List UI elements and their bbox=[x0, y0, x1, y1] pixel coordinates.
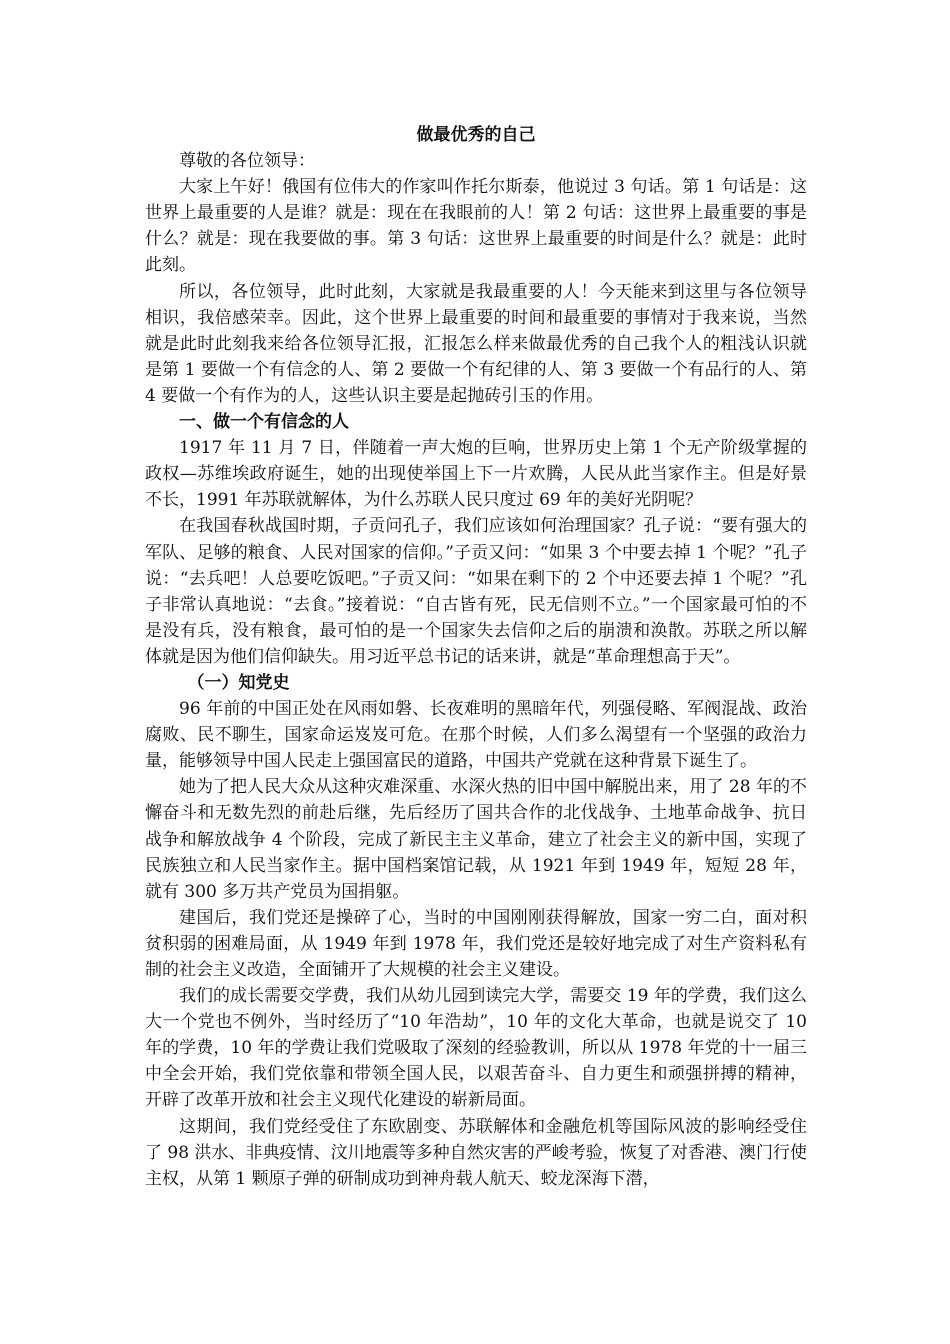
paragraph-party-founding: 96 年前的中国正处在风雨如磐、长夜难明的黑暗年代，列强侵略、军阀混战、政治腐败、民不聊生，国家命运岌岌可危。在那个时候，人们多么渴望有一个坚强的政治力量，能够领导中国人民走上强国富民的道路，中国共产党就在这种背景下诞生了。 bbox=[145, 699, 807, 772]
paragraph-soviet: 1917 年 11 月 7 日，伴随着一声大炮的巨响，世界历史上第 1 个无产阶级掌握的政权—苏维埃政府诞生，她的出现使举国上下一片欢腾，人民从此当家作主。但是好景不长，1991 年苏联就解体，为什么苏联人民只度过 69 年的美好光阴呢？ bbox=[145, 438, 807, 511]
paragraph-challenges: 这期间，我们党经受住了东欧剧变、苏联解体和金融危机等国际风波的影响经受住了 98 洪水、非典疫情、汶川地震等多种自然灾害的严峻考验，恢复了对香港、澳门行使主权，从第 1 颗原子弹的研制成功到神舟载人航天、蛟龙深海下潜， bbox=[145, 1116, 807, 1189]
document-page bbox=[145, 122, 807, 1192]
salutation: 尊敬的各位领导： bbox=[179, 151, 315, 172]
paragraph-reform: 我们的成长需要交学费，我们从幼儿园到读完大学，需要交 19 年的学费，我们这么大一个党也不例外，当时经历了“10 年浩劫”，10 年的文化大革命，也就是说交了 10 年的学费，10 年的学费让我们党吸取了深刻的经验教训，所以从 1978 年党的十一届三中全会开始，我们党依靠和带领全国人民，以艰苦奋斗、自力更生和顽强拼搏的精神，开辟了改革开放和社会主义现代化建设的崭新局面。 bbox=[145, 986, 807, 1111]
section-heading-1: 一、做一个有信念的人 bbox=[179, 412, 349, 433]
paragraph-overview: 所以，各位领导，此时此刻，大家就是我最重要的人！今天能来到这里与各位领导相识，我倍感荣幸。因此，这个世界上最重要的时间和最重要的事情对于我来说，当然就是此时此刻我来给各位领导汇报，汇报怎么样来做最优秀的自己我个人的粗浅认识就是第 1 要做一个有信念的人、第 2 要做一个有纪律的人、第 3 要做一个有品行的人、第 4 要做一个有作为的人，这些认识主要是起抛砖引玉的作用。 bbox=[145, 281, 807, 406]
document-title: 做最优秀的自己 bbox=[416, 125, 536, 145]
paragraph-revolution: 她为了把人民大众从这种灾难深重、水深火热的旧中国中解脱出来，用了 28 年的不懈奋斗和无数先烈的前赴后继，先后经历了国共合作的北伐战争、土地革命战争、抗日战争和解放战争 4 个阶段，完成了新民主主义革命，建立了社会主义的新中国，实现了民族独立和人民当家作主。据中国档案馆记载，从 1921 年到 1949 年，短短 28 年，就有 300 多万共产党员为国捐躯。 bbox=[145, 777, 807, 902]
paragraph-post-1949: 建国后，我们党还是操碎了心，当时的中国刚刚获得解放，国家一穷二白，面对积贫积弱的困难局面，从 1949 年到 1978 年，我们党还是较好地完成了对生产资料私有制的社会主义改造，全面铺开了大规模的社会主义建设。 bbox=[145, 907, 807, 980]
subsection-heading-1: （一）知党史 bbox=[187, 672, 290, 693]
paragraph-intro: 大家上午好！俄国有位伟大的作家叫作托尔斯泰，他说过 3 句话。第 1 句话是：这世界上最重要的人是谁？就是：现在在我眼前的人！第 2 句话：这世界上最重要的事是什么？就是：现在我要做的事。第 3 句话：这世界上最重要的时间是什么？就是：此时此刻。 bbox=[145, 177, 807, 276]
paragraph-confucius: 在我国春秋战国时期，子贡问孔子，我们应该如何治理国家？孔子说：“要有强大的军队、足够的粮食、人民对国家的信仰。”子贡又问：“如果 3 个中要去掉 1 个呢？”孔子说：“去兵吧！人总要吃饭吧。”子贡又问：“如果在剩下的 2 个中还要去掉 1 个呢？”孔子非常认真地说：“去食。”接着说：“自古皆有死，民无信则不立。”一个国家最可怕的不是没有兵，没有粮食，最可怕的是一个国家失去信仰之后的崩溃和涣散。苏联之所以解体就是因为他们信仰缺失。用习近平总书记的话来讲，就是“革命理想高于天”。 bbox=[145, 516, 807, 667]
